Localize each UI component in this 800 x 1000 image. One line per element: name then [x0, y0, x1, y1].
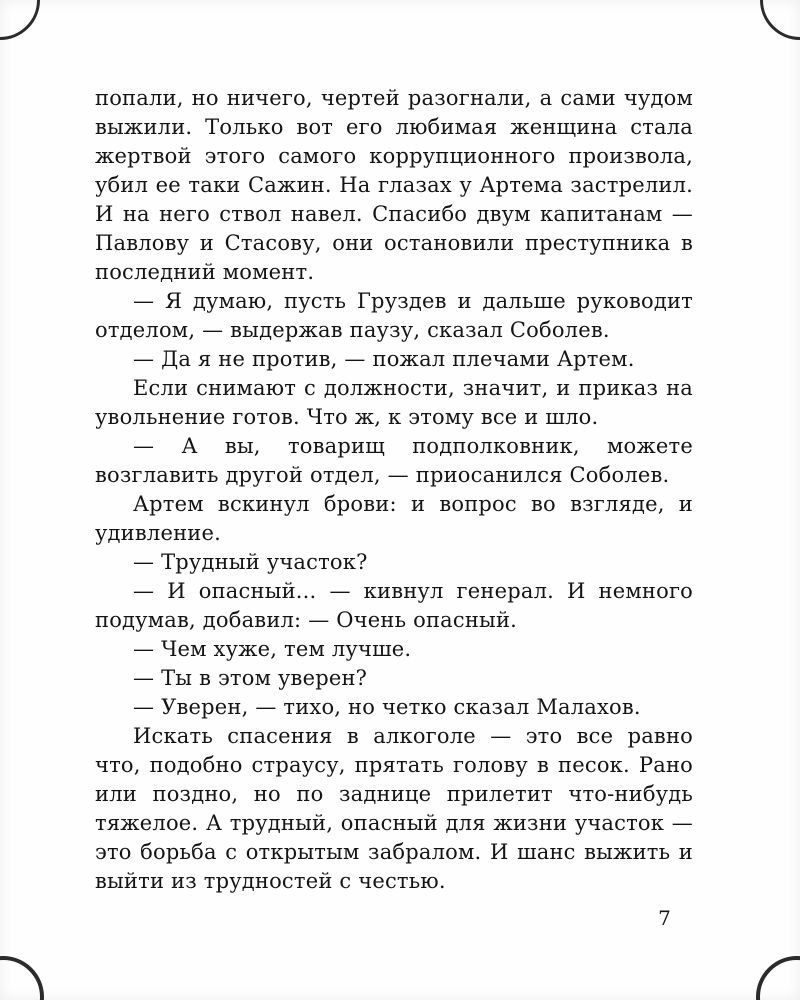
page-number: 7 [658, 906, 671, 930]
paragraph: — И опасный... — кивнул генерал. И немного подумав, добавил: — Очень опасный. [95, 579, 693, 632]
text-block [95, 84, 693, 933]
scan-corner-artifact [0, 0, 40, 40]
paragraph: Искать спасения в алкоголе — это все равно что, подобно страусу, прятать голову в песок. Рано или поздно, но по заднице прилетит что-нибудь тяжелое. А трудный, опасный для жизни участок — это борьба с открытым забралом. И шанс выжить и выйти из трудностей с честью. [95, 724, 693, 893]
scan-corner-artifact [756, 956, 800, 1000]
paragraph: — Я думаю, пусть Груздев и дальше руководит отделом, — выдержав паузу, сказал Соболев. [95, 289, 693, 342]
paragraph: — Да я не против, — пожал плечами Артем. [133, 347, 635, 371]
paragraph: — А вы, товарищ подполковник, можете возглавить другой отдел, — приосанился Соболев. [95, 434, 693, 487]
paragraph: — Трудный участок? [133, 550, 368, 574]
paragraph: — Ты в этом уверен? [133, 666, 368, 690]
paragraph: — Чем хуже, тем лучше. [133, 637, 412, 661]
paragraph: Артем вскинул брови: и вопрос во взгляде, и удивление. [95, 492, 693, 545]
scan-corner-artifact [760, 0, 800, 40]
paragraph: Если снимают с должности, значит, и приказ на увольнение готов. Что ж, к этому все и шло. [95, 376, 693, 429]
scan-corner-artifact [0, 956, 44, 1000]
paragraph: попали, но ничего, чертей разогнали, а сами чудом выжили. Только вот его любимая женщина стала жертвой этого самого коррупционного произвола, убил ее таки Сажин. На глазах у Артема застрелил. И на него ствол навел. Спасибо двум капитанам — Павлову и Стасову, они остановили преступника в последний момент. [95, 86, 693, 284]
paragraph: — Уверен, — тихо, но четко сказал Малахов. [133, 695, 641, 719]
